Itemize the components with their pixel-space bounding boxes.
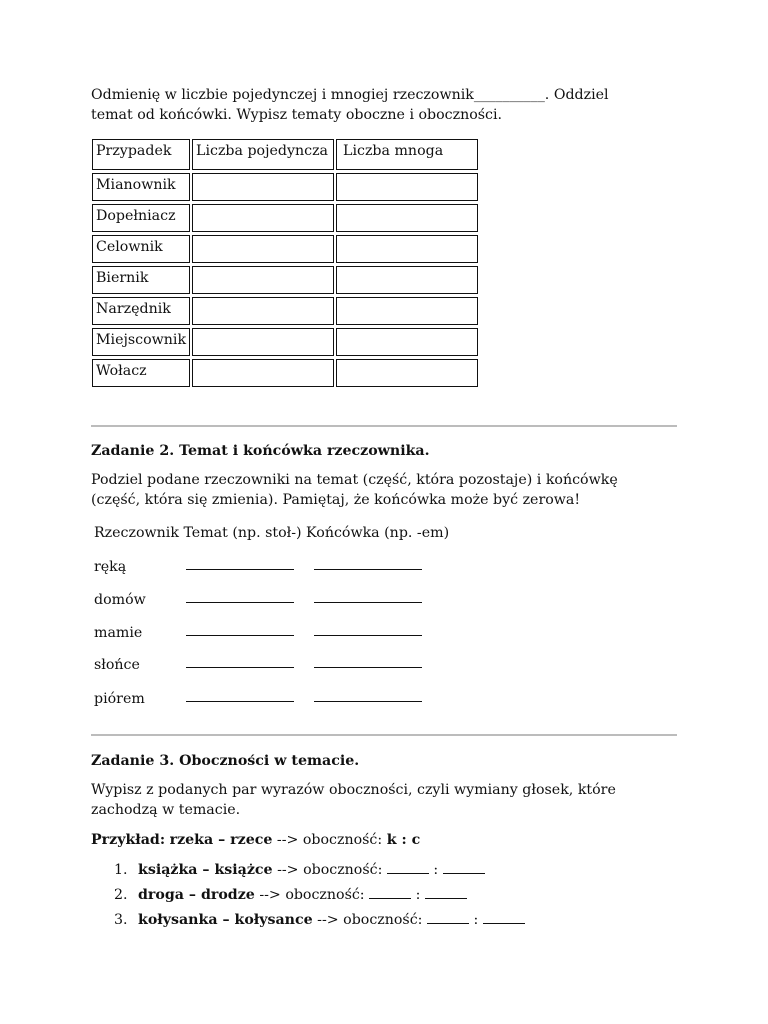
- colon: :: [473, 912, 479, 928]
- stem-blank[interactable]: [186, 655, 294, 668]
- plural-answer-cell[interactable]: [336, 204, 478, 232]
- arrow-text: --> oboczność:: [259, 887, 365, 903]
- noun-word: mamie: [94, 625, 143, 641]
- list-item: [94, 689, 494, 709]
- answer-blank-1[interactable]: [427, 911, 469, 924]
- plural-answer-cell[interactable]: [336, 173, 478, 201]
- singular-answer-cell[interactable]: [192, 297, 334, 325]
- answer-blank-2[interactable]: [483, 911, 525, 924]
- plural-answer-cell[interactable]: [336, 359, 478, 387]
- section-divider: [91, 425, 677, 427]
- table-row: [92, 266, 478, 294]
- intro-line-2: temat od końcówki. Wypisz tematy oboczne i oboczności.: [91, 107, 503, 123]
- table-row: [92, 359, 478, 387]
- ending-blank[interactable]: [314, 557, 422, 570]
- task3-instruction-line-2: zachodzą w temacie.: [91, 802, 241, 818]
- example-pair: rzeka – rzece: [169, 832, 273, 848]
- colon: :: [433, 862, 439, 878]
- stem-blank[interactable]: [186, 623, 294, 636]
- answer-blank-2[interactable]: [443, 861, 485, 874]
- plural-answer-cell[interactable]: [336, 328, 478, 356]
- singular-answer-cell[interactable]: [192, 235, 334, 263]
- table-row: [92, 235, 478, 263]
- declension-table: [90, 136, 480, 390]
- header-case: Przypadek: [92, 139, 190, 170]
- task2-instruction-line-1: Podziel podane rzeczowniki na temat (część, która pozostaje) i końcówkę: [91, 472, 618, 488]
- header-plural: Liczba mnoga: [336, 139, 478, 170]
- answer-blank-1[interactable]: [387, 861, 429, 874]
- noun-word: domów: [94, 592, 146, 608]
- case-label: Narzędnik: [92, 297, 190, 325]
- case-label: Celownik: [92, 235, 190, 263]
- table-header-row: [92, 139, 478, 170]
- header-singular: Liczba pojedyncza: [192, 139, 334, 170]
- list-item: [94, 557, 494, 577]
- task2-title: Zadanie 2. Temat i końcówka rzeczownika.: [91, 443, 430, 459]
- case-label: Biernik: [92, 266, 190, 294]
- singular-answer-cell[interactable]: [192, 359, 334, 387]
- alternation-exercise-list: [91, 860, 525, 935]
- arrow-text: --> oboczność:: [277, 862, 383, 878]
- stem-blank[interactable]: [186, 557, 294, 570]
- answer-blank-1[interactable]: [369, 886, 411, 899]
- ending-blank[interactable]: [314, 590, 422, 603]
- stem-blank[interactable]: [186, 590, 294, 603]
- word-pair: droga – drodze: [138, 887, 255, 903]
- word-pair: kołysanka – kołysance: [138, 912, 313, 928]
- plural-answer-cell[interactable]: [336, 266, 478, 294]
- singular-answer-cell[interactable]: [192, 328, 334, 356]
- example-arrow-text: --> oboczność:: [276, 832, 383, 848]
- task2-instruction-line-2: (część, która się zmienia). Pamiętaj, że końcówka może być zerowa!: [91, 492, 581, 508]
- table-row: [92, 173, 478, 201]
- case-label: Wołacz: [92, 359, 190, 387]
- table-row: [92, 297, 478, 325]
- ending-blank[interactable]: [314, 655, 422, 668]
- list-item: [94, 655, 494, 675]
- task3-instruction-line-1: Wypisz z podanych par wyrazów oboczności, czyli wymiany głosek, które: [91, 782, 616, 798]
- case-label: Miejscownik: [92, 328, 190, 356]
- singular-answer-cell[interactable]: [192, 266, 334, 294]
- noun-word: ręką: [94, 559, 127, 575]
- list-item: [91, 860, 525, 885]
- table-row: [92, 328, 478, 356]
- intro-text: [91, 85, 681, 125]
- ending-blank[interactable]: [314, 689, 422, 702]
- task2-column-headers: Rzeczownik Temat (np. stoł-) Końcówka (np. -em): [94, 525, 450, 541]
- noun-word: piórem: [94, 691, 145, 707]
- singular-answer-cell[interactable]: [192, 173, 334, 201]
- item-number: 3.: [114, 912, 128, 928]
- stem-blank[interactable]: [186, 689, 294, 702]
- list-item: [94, 623, 494, 643]
- example-label: Przykład:: [91, 832, 166, 848]
- colon: :: [415, 887, 421, 903]
- plural-answer-cell[interactable]: [336, 297, 478, 325]
- item-number: 1.: [114, 862, 128, 878]
- example-line: [91, 830, 420, 850]
- intro-line-1: Odmienię w liczbie pojedynczej i mnogiej rzeczownik__________. Oddziel: [91, 87, 609, 103]
- task3-title: Zadanie 3. Oboczności w temacie.: [91, 753, 360, 769]
- table-row: [92, 204, 478, 232]
- singular-answer-cell[interactable]: [192, 204, 334, 232]
- ending-blank[interactable]: [314, 623, 422, 636]
- noun-word: słońce: [94, 657, 140, 673]
- list-item: [91, 910, 525, 935]
- item-number: 2.: [114, 887, 128, 903]
- section-divider: [91, 734, 677, 736]
- arrow-text: --> oboczność:: [317, 912, 423, 928]
- list-item: [91, 885, 525, 910]
- word-pair: książka – książce: [138, 862, 273, 878]
- case-label: Dopełniacz: [92, 204, 190, 232]
- plural-answer-cell[interactable]: [336, 235, 478, 263]
- example-answer: k : c: [386, 832, 421, 848]
- answer-blank-2[interactable]: [425, 886, 467, 899]
- list-item: [94, 590, 494, 610]
- case-label: Mianownik: [92, 173, 190, 201]
